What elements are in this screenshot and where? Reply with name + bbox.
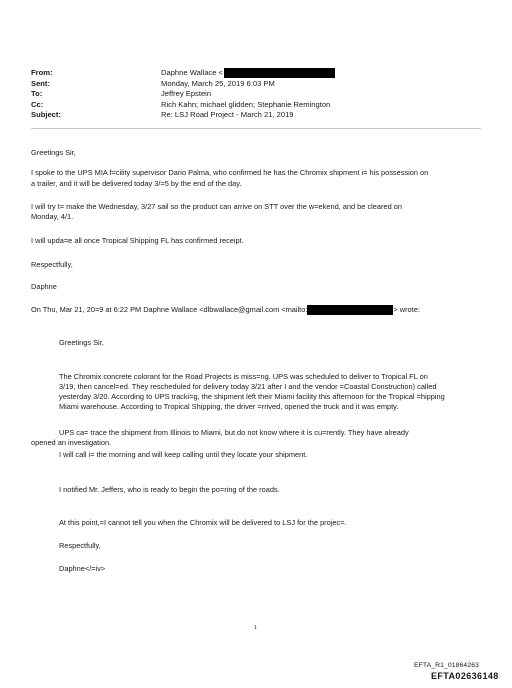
- redaction-bar: [307, 305, 393, 315]
- from-label: From:: [31, 68, 53, 77]
- page-number: 1: [254, 625, 257, 631]
- quoted-paragraph-2-line-3: I will call i= the morning and will keep calling until they locate your shipment.: [59, 450, 308, 459]
- header-divider: [31, 128, 481, 129]
- quote-intro-prefix: On Thu, Mar 21, 20=9 at 6:22 PM Daphne Wallace <dlbwallace@gmail.com <mailto:: [31, 305, 308, 314]
- subject-value: Re: LSJ Road Project - March 21, 2019: [161, 110, 294, 120]
- redaction-bar: [224, 68, 335, 78]
- reply-paragraph-3: I will upda=e all once Tropical Shipping FL has confirmed receipt.: [31, 236, 244, 245]
- reply-paragraph-1-line-2: a trailer, and it will be delivered today 3/=5 by the end of the day.: [31, 179, 242, 188]
- header-sent-row: [31, 79, 335, 90]
- reply-paragraph-2-line-2: Monday, 4/1.: [31, 212, 74, 221]
- quote-intro-line: [31, 305, 420, 315]
- quoted-paragraph-1-line-2: 3/19, then cancel=ed. They rescheduled for delivery today 3/21 after I and the vendor =Coastal Construction) called: [59, 382, 437, 391]
- quoted-paragraph-4: At this point,=I cannot tell you when the Chromix will be delivered to LSJ for the projec=.: [59, 518, 347, 527]
- bates-number-small: EFTA_R1_01864263: [414, 662, 479, 669]
- sent-value: Monday, March 25, 2019 6:03 PM: [161, 78, 275, 88]
- quoted-closing: Respectfully,: [59, 541, 101, 550]
- header-to-row: [31, 89, 335, 100]
- sent-label: Sent:: [31, 78, 50, 88]
- quoted-greeting: Greetings Sir,: [59, 338, 104, 347]
- quoted-paragraph-3: I notified Mr. Jeffers, who is ready to begin the po=ring of the roads.: [59, 485, 280, 494]
- quoted-paragraph-2-line-1: UPS ca= trace the shipment from Illinois to Miami, but do not know where it is cu=rently. They have already: [59, 428, 409, 437]
- header-from-row: [31, 68, 335, 79]
- reply-greeting: Greetings Sir,: [31, 148, 76, 157]
- quote-intro-suffix: > wrote:: [393, 305, 420, 314]
- reply-paragraph-2-line-1: I will try t= make the Wednesday, 3/27 sail so the product can arrive on STT over the w=ekend, and be cleared on: [31, 202, 402, 211]
- quoted-paragraph-1-line-4: Miami warehouse. According to Tropical Shipping, the driver =rrived, opened the truck and it was empty.: [59, 402, 399, 411]
- header-subject-row: [31, 110, 335, 121]
- reply-signature: Daphne: [31, 282, 57, 291]
- reply-paragraph-1-line-1: I spoke to the UPS MIA f=cility supervisor Dario Palma, who confirmed he has the Chromix shipment i= his possession on: [31, 168, 429, 177]
- to-value: Jeffrey Epstein: [161, 89, 212, 99]
- header-cc-row: [31, 100, 335, 111]
- quoted-paragraph-2-line-2: opened an investigation.: [31, 438, 112, 447]
- cc-label: Cc:: [31, 99, 44, 109]
- to-label: To:: [31, 89, 43, 99]
- email-header: [31, 68, 335, 121]
- quoted-paragraph-1-line-3: yesterday 3/20. According to UPS tracki=g, the shipment left their Miami facility this afternoon for the Tropical =hipping: [59, 392, 445, 401]
- subject-label: Subject:: [31, 110, 61, 120]
- from-name: Daphne Wallace <: [161, 68, 223, 77]
- quoted-paragraph-1-line-1: The Chromix concrete colorant for the Road Projects is miss=ng. UPS was scheduled to deliver to Tropical FL on: [59, 372, 428, 381]
- cc-value: Rich Kahn; michael glidden; Stephanie Remington: [161, 99, 331, 109]
- from-value: [161, 68, 335, 79]
- reply-closing: Respectfully,: [31, 260, 73, 269]
- bates-number-large: EFTA02636148: [431, 671, 499, 681]
- quoted-signature: Daphne</=iv>: [59, 564, 106, 573]
